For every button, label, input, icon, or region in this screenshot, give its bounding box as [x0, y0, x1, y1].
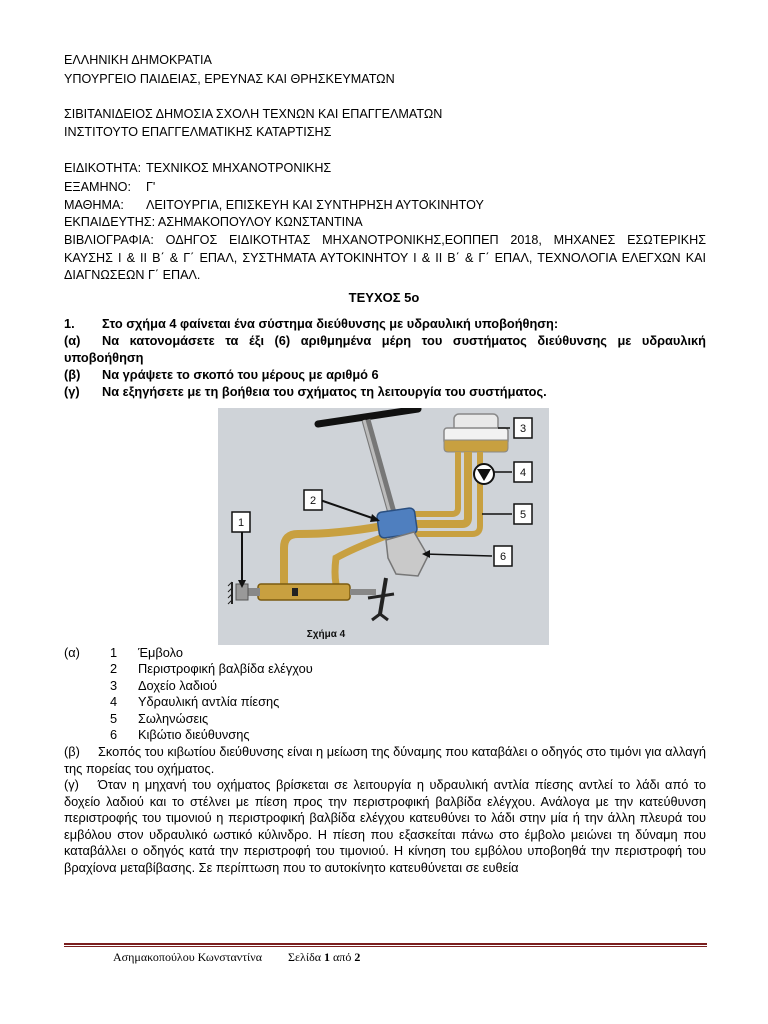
course-label: ΜΑΘΗΜΑ: [64, 198, 124, 212]
figure-label-6: 6 [499, 551, 507, 563]
footer-author: Ασημακοπούλου Κωνσταντίνα [113, 950, 262, 964]
answer-num: 4 [110, 694, 118, 709]
question-c-text: Να εξηγήσετε με τη βοήθεια του σχήματος τη λειτουργία του συστήματος. [102, 384, 547, 399]
question-b-text: Να γράψετε το σκοπό του μέρους με αριθμό 6 [102, 367, 379, 382]
header-line-4: ΙΝΣΤΙΤΟΥΤΟ ΕΠΑΓΓΕΛΜΑΤΙΚΗΣ ΚΑΤΑΡΤΙΣΗΣ [64, 125, 332, 139]
specialty-value: ΤΕΧΝΙΚΟΣ ΜΗΧΑΝΟΤΡΟΝΙΚΗΣ [146, 161, 332, 175]
answer-row-1 [64, 645, 183, 662]
footer-page-num: 1 [324, 950, 331, 964]
semester-label: ΕΞΑΜΗΝΟ: [64, 180, 131, 194]
specialty-field [64, 160, 331, 176]
figure-label-3: 3 [519, 423, 527, 435]
answer-b [64, 744, 706, 777]
answer-num: 1 [110, 645, 118, 660]
question-c [64, 383, 706, 400]
footer-page-word: Σελίδα [288, 950, 322, 964]
answer-row-5 [64, 711, 208, 728]
page-title: ΤΕΥΧΟΣ 5ο [348, 290, 420, 305]
course-field [64, 197, 484, 213]
answer-c-text: Όταν η μηχανή του οχήματος βρίσκεται σε λειτουργία η υδραυλική αντλία πίεσης αντλεί το λάδι από το δοχείο λαδιού και το στέλνει με πίεση προς την περιστροφική βαλβίδα ελέγχου. Ανάλογα με την κατεύθυνση περιστροφής του τιμονιού η περιστροφική βαλβίδα ελέγχου κατευθύνει το λάδι στην μία ή την άλλη πλευρά του εμβόλου στον υδραυλικό ωστικό κύλινδρο. Η πίεση που εξασκείται πάνω στο έμβολο μειώνει τη δύναμη που καταβάλλει ο οδηγός κατά την περιστροφή του τιμονιού. Η κίνηση του εμβόλου υποβοηθά την περιστροφή του βραχίονα μεταβίβασης. Σε περίπτωση που το αυτοκίνητο κατευθύνεται σε ευθεία [64, 777, 706, 875]
answer-text: Υδραυλική αντλία πίεσης [138, 694, 280, 709]
semester-value: Γ' [146, 180, 156, 194]
answer-num: 3 [110, 678, 118, 693]
answer-b-text: Σκοπός του κιβωτίου διεύθυνσης είναι η μείωση της δύναμης που καταβάλει ο οδηγός στο τιμόνι για αλλαγή της πορείας του οχήματος. [64, 744, 706, 776]
footer-of-word: από [333, 950, 352, 964]
steering-system-figure [218, 408, 549, 645]
bibliography-field: ΒΙΒΛΙΟΓΡΑΦΙΑ: ΟΔΗΓΟΣ ΕΙΔΙΚΟΤΗΤΑΣ ΜΗΧΑΝΟΤΡΟΝΙΚΗΣ,ΕΟΠΠΕΠ 2018, ΜΗΧΑΝΕΣ ΕΣΩΤΕΡΙΚΗΣ ΚΑΥΣΗΣ Ι & ΙΙ Β΄ & Γ΄ ΕΠΑΛ, ΣΥΣΤΗΜΑΤΑ ΑΥΤΟΚΙΝΗΤΟΥ Ι & ΙΙ Β΄ & Γ΄ ΕΠΑΛ, ΤΕΧΝΟΛΟΓΙΑ ΕΛΕΓΧΩΝ ΚΑΙ ΔΙΑΓΝΩΣΕΩΝ Γ΄ ΕΠΑΛ. [64, 233, 706, 282]
footer-total: 2 [354, 950, 361, 964]
question-a [64, 332, 706, 366]
answer-text: Έμβολο [138, 645, 183, 660]
course-value: ΛΕΙΤΟΥΡΓΙΑ, ΕΠΙΣΚΕΥΗ ΚΑΙ ΣΥΝΤΗΡΗΣΗ ΑΥΤΟΚΙΝΗΤΟΥ [146, 198, 484, 212]
answer-c [64, 777, 706, 877]
page-footer [113, 950, 360, 965]
teacher-field: ΕΚΠΑΙΔΕΥΤΗΣ: ΑΣΗΜΑΚΟΠΟΥΛΟΥ ΚΩΝΣΤΑΝΤΙΝΑ [64, 215, 363, 229]
answer-row-2 [64, 661, 313, 678]
answer-text: Δοχείο λαδιού [138, 678, 217, 693]
figure-label-5: 5 [519, 509, 527, 521]
answer-row-6 [64, 727, 250, 744]
answer-c-label: (γ) [64, 777, 79, 792]
semester-field [64, 179, 155, 195]
header-line-3: ΣΙΒΙΤΑΝΙΔΕΙΟΣ ΔΗΜΟΣΙΑ ΣΧΟΛΗ ΤΕΧΝΩΝ ΚΑΙ ΕΠΑΓΓΕΛΜΑΤΩΝ [64, 107, 443, 121]
header-line-1: ΕΛΛΗΝΙΚΗ ΔΗΜΟΚΡΑΤΙΑ [64, 53, 212, 67]
header-line-2: ΥΠΟΥΡΓΕΙΟ ΠΑΙΔΕΙΑΣ, ΕΡΕΥΝΑΣ ΚΑΙ ΘΡΗΣΚΕΥΜΑΤΩΝ [64, 72, 395, 86]
question-a-text: Να κατονομάσετε τα έξι (6) αριθμημένα μέρη του συστήματος διεύθυνσης με υδραυλική υποβοήθηση [64, 333, 706, 365]
answer-b-label: (β) [64, 744, 80, 759]
figure-label-4: 4 [519, 467, 527, 479]
answer-num: 2 [110, 661, 118, 676]
question-a-label: (α) [64, 333, 81, 348]
answer-num: 6 [110, 727, 118, 742]
footer-rule [64, 943, 707, 945]
figure-caption: Σχήμα 4 [306, 629, 346, 640]
answer-row-3 [64, 678, 217, 695]
figure-label-1: 1 [237, 517, 245, 529]
answer-num: 5 [110, 711, 118, 726]
answer-row-4 [64, 694, 279, 711]
answer-text: Περιστροφική βαλβίδα ελέγχου [138, 661, 313, 676]
steering-diagram [218, 408, 549, 645]
question-text: Στο σχήμα 4 φαίνεται ένα σύστημα διεύθυνσης με υδραυλική υποβοήθηση: [102, 316, 559, 331]
answer-text: Σωληνώσεις [138, 711, 209, 726]
question-number: 1. [64, 316, 75, 331]
question-main [64, 315, 706, 332]
question-b [64, 366, 706, 383]
answer-a-label: (α) [64, 645, 80, 660]
figure-label-2: 2 [309, 495, 317, 507]
specialty-label: ΕΙΔΙΚΟΤΗΤΑ: [64, 161, 142, 175]
footer-rule-thin [64, 946, 707, 947]
answer-text: Κιβώτιο διεύθυνσης [138, 727, 250, 742]
question-c-label: (γ) [64, 384, 80, 399]
question-b-label: (β) [64, 367, 81, 382]
